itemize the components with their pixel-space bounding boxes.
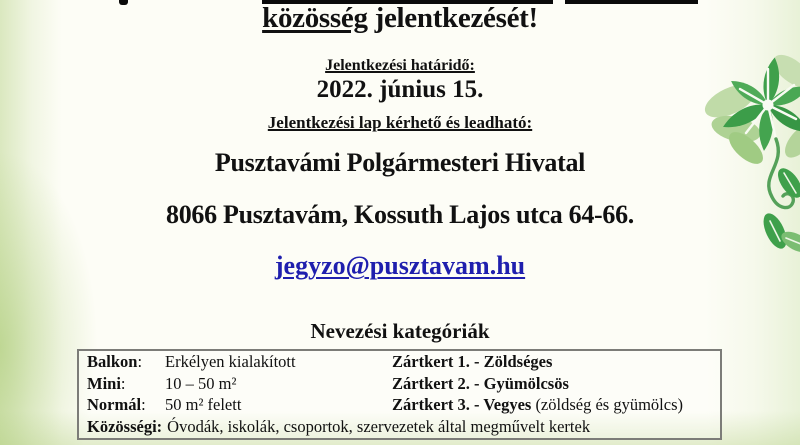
category-desc: 10 – 50 m² [165, 373, 237, 393]
headline [0, 2, 800, 35]
table-row-balkon [79, 352, 720, 372]
category-zone: Zártkert 3. - Vegyes (zöldség és gyümölcs) [392, 395, 683, 415]
category-zone: Zártkert 2. - Gyümölcsös [392, 373, 569, 393]
category-zone: Zártkert 1. - Zöldséges [392, 352, 553, 372]
categories-table [77, 349, 722, 440]
flower-decoration-icon [688, 45, 800, 260]
category-name: Mini: [87, 373, 126, 393]
office-name: Pusztavámi Polgármesteri Hivatal [214, 148, 586, 177]
office-address: 8066 Pusztavám, Kossuth Lajos utca 64-66. [166, 200, 634, 229]
deadline-label: Jelentkezési határidő: [325, 57, 475, 74]
table-row-normal [79, 395, 720, 415]
categories-title: Nevezési kategóriák [310, 319, 490, 343]
email-line [0, 251, 800, 281]
application-form-label: Jelentkezési lap kérhető és leadható: [267, 113, 533, 132]
table-row-kozossegi [79, 417, 720, 437]
category-name: Normál: [87, 395, 146, 415]
category-name: Balkon: [87, 352, 143, 372]
headline-underlined-word: közösség [262, 2, 368, 34]
table-row-mini [79, 374, 720, 394]
deadline-date: 2022. június 15. [316, 76, 484, 103]
category-name: Közösségi: [87, 416, 163, 436]
category-desc: Erkélyen kialakított [165, 352, 296, 372]
headline-rest: jelentkezését! [367, 2, 538, 34]
category-desc: 50 m² felett [165, 395, 242, 415]
category-desc: Óvodák, iskolák, csoportok, szervezetek által megművelt kertek [167, 416, 591, 436]
email-link[interactable]: jegyzo@pusztavam.hu [274, 251, 526, 280]
